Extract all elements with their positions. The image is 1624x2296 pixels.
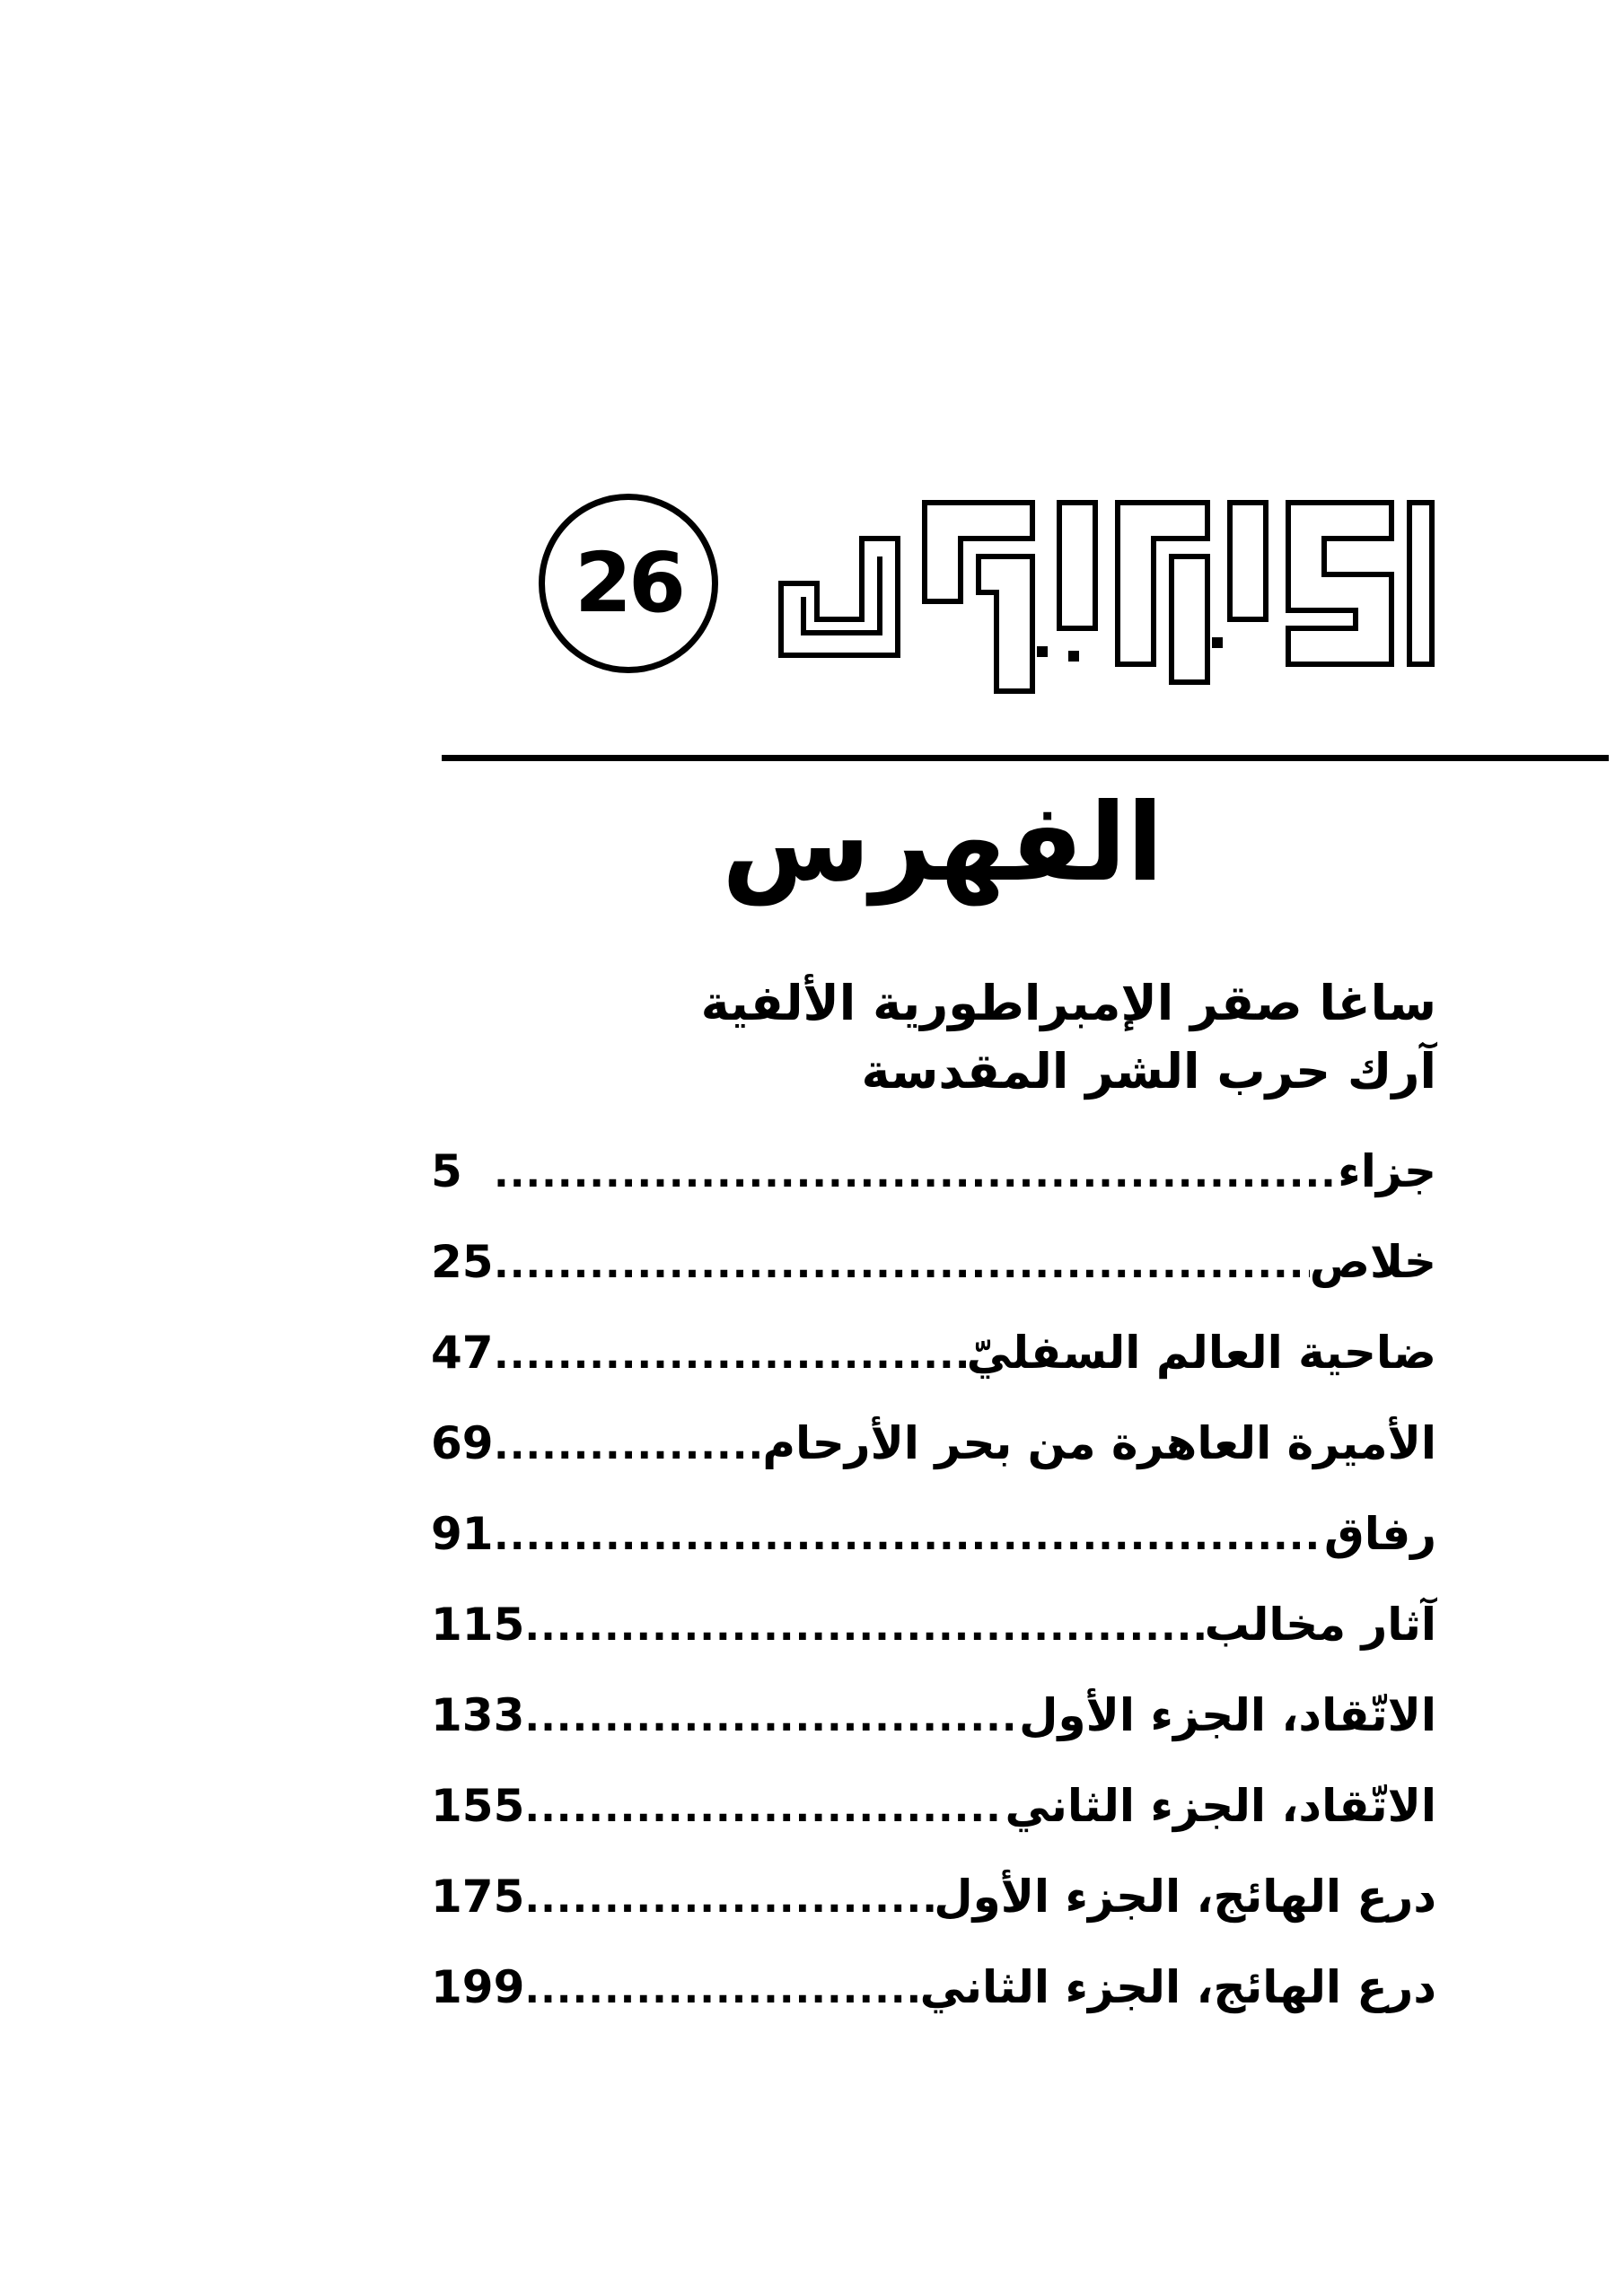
page-number: 175	[431, 1871, 525, 1923]
toc-entry[interactable]	[431, 1308, 1436, 1398]
chapter-title: آثار مخالب	[1204, 1599, 1436, 1651]
chapter-title: درع الهائج، الجزء الأول	[934, 1871, 1436, 1923]
page-number: 115	[431, 1599, 525, 1651]
toc-entry[interactable]	[431, 1942, 1436, 2033]
page-number: 69	[431, 1417, 494, 1469]
toc-entry[interactable]	[431, 1126, 1436, 1217]
leader-dots	[494, 1128, 1338, 1219]
page-number: 155	[431, 1780, 525, 1832]
berserk-wordmark-icon	[763, 485, 1445, 700]
toc-entry[interactable]	[431, 1398, 1436, 1489]
header-divider	[442, 755, 1609, 761]
toc-entry[interactable]	[431, 1580, 1436, 1670]
chapter-title: خلاص	[1309, 1236, 1436, 1288]
series-logo	[530, 485, 1445, 700]
leader-dots	[524, 1944, 919, 2035]
toc-entry[interactable]	[431, 1217, 1436, 1308]
chapter-title: جزاء	[1338, 1145, 1436, 1197]
saga-title: ساغا صقر الإمبراطورية الألفية	[700, 975, 1436, 1031]
chapter-title: الاتّقاد، الجزء الثاني	[1005, 1780, 1436, 1832]
arc-heading	[628, 969, 1436, 1106]
chapter-title: رفاق	[1324, 1508, 1436, 1560]
toc-entry[interactable]	[431, 1670, 1436, 1761]
page-number: 47	[431, 1327, 494, 1379]
leader-dots	[494, 1219, 1310, 1310]
leader-dots	[524, 1672, 1019, 1763]
toc-entry[interactable]	[431, 1852, 1436, 1942]
leader-dots	[494, 1491, 1324, 1582]
chapter-title: ضاحية العالم السفليّ	[966, 1327, 1436, 1379]
leader-dots	[494, 1400, 762, 1491]
chapter-title: درع الهائج، الجزء الثاني	[919, 1961, 1436, 2013]
toc-entry[interactable]	[431, 1489, 1436, 1580]
toc-entry[interactable]	[431, 1761, 1436, 1852]
issue-badge	[539, 494, 718, 673]
leader-dots	[494, 1310, 967, 1400]
arc-title: آرك حرب الشر المقدسة	[861, 1043, 1436, 1100]
leader-dots	[524, 1582, 1204, 1672]
leader-dots	[524, 1853, 934, 1944]
leader-dots	[524, 1763, 1005, 1853]
table-of-contents	[431, 1126, 1436, 2033]
page-number: 199	[431, 1961, 525, 2013]
issue-number: 26	[574, 535, 683, 631]
page-title: الفهرس	[721, 781, 1163, 906]
page-number: 91	[431, 1508, 494, 1560]
page-number: 25	[431, 1236, 494, 1288]
page-number: 133	[431, 1689, 525, 1741]
chapter-title: الأميرة العاهرة من بحر الأرحام	[762, 1417, 1436, 1469]
chapter-title: الاتّقاد، الجزء الأول	[1019, 1689, 1436, 1741]
page-number: 5	[431, 1145, 462, 1197]
